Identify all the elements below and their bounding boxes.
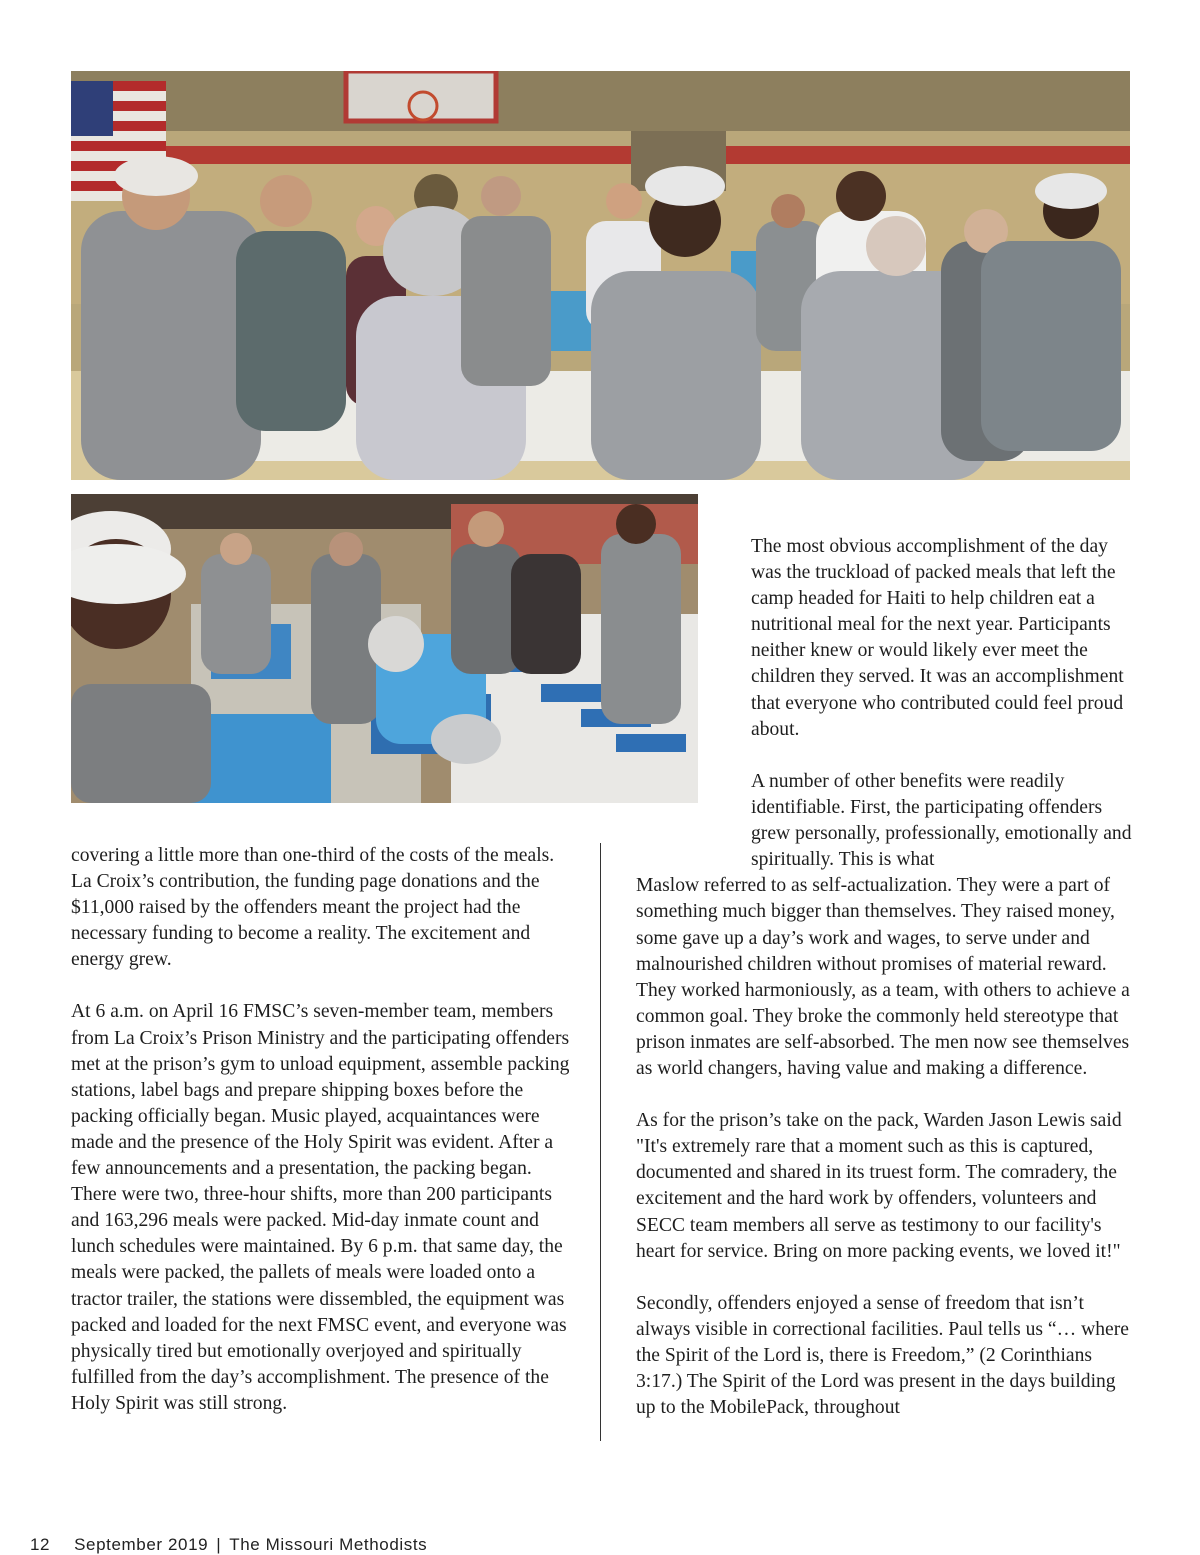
middle-photo [71, 494, 698, 803]
issue-date: September 2019 [74, 1535, 209, 1554]
benefits-full-width-lines: Maslow referred to as self-actualization. They were a part of something much bigger than themselves. They raised money, some gave up a day’s work and wages, to serve under and malnourished children without promises of material reward. They worked harmoniously, as a team, with others to achieve a common goal. They broke the commonly held stereotype that prison inmates are self-absorbed. The men now see themselves as world changers, having value and making a difference. [636, 875, 1130, 1080]
left-column [71, 843, 571, 1417]
packing-tables-photo-icon [71, 494, 698, 803]
paragraph-warden-quote: As for the prison’s take on the pack, Warden Jason Lewis said "It's extremely rare that a moment such as this is captured, documented and shared in its truest form. The comradery, the excitement and the hard work by offenders, volunteers and SECC team members all serve as testimony to our facility's heart for service. Bring on more packing events, we loved it!" [636, 1110, 1122, 1262]
paragraph-accomplishment: The most obvious accomplishment of the day was the truckload of packed meals that left the camp headed for Haiti to help children eat a nutritional meal for the next year. Participants neither knew or would likely ever meet the children they served. It was an accomplishment that everyone who contributed could feel proud about. [751, 536, 1124, 740]
page-footer [30, 1535, 427, 1555]
top-photo [71, 71, 1130, 480]
footer-separator: | [216, 1535, 222, 1554]
paragraph-freedom: Secondly, offenders enjoyed a sense of freedom that isn’t always visible in correctional facilities. Paul tells us “… where the Spirit of the Lord is, there is Freedom,” (2 Corinthians 3:17.) The Spirit of the Lord was present in the days building up to the MobilePack, throughout [636, 1292, 1129, 1419]
paragraph-event-day: At 6 a.m. on April 16 FMSC’s seven-member team, members from La Croix’s Prison Ministry and the participating offenders met at the prison’s gym to unload equipment, assemble packing stations, label bags and prepare shipping boxes before the packing officially began. Music played, acquaintances were made and the presence of the Holy Spirit was evident. After a few announcements and a presentation, the packing began. There were two, three-hour shifts, more than 200 participants and 163,296 meals were packed. Mid-day inmate count and lunch schedules were maintained. By 6 p.m. that same day, the meals were packed, the pallets of meals were loaded onto a tractor trailer, the stations were dissembled, the equipment was packed and loaded for the next FMSC event, and everyone was physically tired but emotionally overjoyed and spiritually fulfilled from the day’s accomplishment. The presence of the Holy Spirit was still strong. [71, 1001, 570, 1414]
paragraph-funding: covering a little more than one-third of the costs of the meals. La Croix’s contribution, the funding page donations and the $11,000 raised by the offenders meant the project had the necessary funding to become a reality. The excitement and energy grew. [71, 845, 555, 971]
right-top-column [751, 534, 1131, 743]
column-divider [600, 843, 601, 1441]
page-number: 12 [30, 1535, 51, 1554]
benefits-indented-lines: A number of other benefits were readily identifiable. First, the participating offenders grew personally, professionally, emotionally and spiritually. This is what [751, 771, 1132, 871]
publication-name: The Missouri Methodists [229, 1535, 428, 1554]
right-column [636, 769, 1136, 1421]
gym-packing-photo-icon [71, 71, 1130, 480]
paragraph-benefits [636, 769, 1136, 1082]
